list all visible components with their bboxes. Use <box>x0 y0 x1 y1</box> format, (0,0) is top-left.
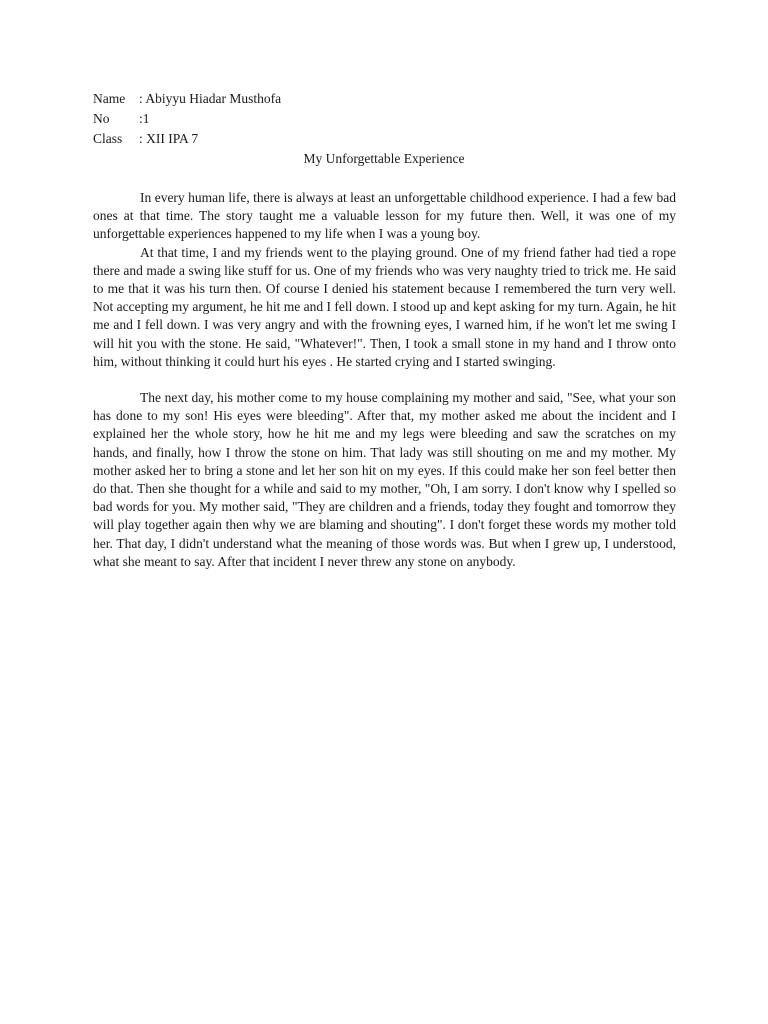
name-row <box>93 89 693 109</box>
class-row <box>93 129 693 149</box>
name-value: : Abiyyu Hiadar Musthofa <box>139 91 282 106</box>
student-info <box>93 89 693 149</box>
paragraph-2: At that time, I and my friends went to the playing ground. One of my friend father had tied a rope there and made a swing like stuff for us. One of my friends who was very naughty tried to trick me. He said to me that it was his turn then. Of course I denied his statement because I remembered the turn very well. Not accepting my argument, he hit me and I fell down. I stood up and kept asking for my turn. Again, he hit me and I fell down. I was very angry and with the frowning eyes, I warned him, if he won't let me swing I will hit you with the stone. He said, "Whatever!". Then, I took a small stone in my hand and I throw onto him, without thinking it could hurt his eyes . He started crying and I started swinging. <box>93 244 676 369</box>
class-value: : XII IPA 7 <box>139 131 199 146</box>
number-row <box>93 109 693 129</box>
essay-title: My Unforgettable Experience <box>303 151 465 166</box>
name-label: Name <box>93 91 126 106</box>
class-label: Class <box>93 131 123 146</box>
number-value: :1 <box>139 111 150 126</box>
number-label: No <box>93 111 110 126</box>
paragraph-3: The next day, his mother come to my house complaining my mother and said, "See, what your son has done to my son! His eyes were bleeding". After that, my mother asked me about the incident and I explained her the whole story, how he hit me and my legs were bleeding and saw the scratches on my hands, and finally, how I throw the stone on him. That lady was still shouting on me and my mother. My mother asked her to bring a stone and let her son hit on my eyes. If this could make her son feel better then do that. Then she thought for a while and said to my mother, "Oh, I am sorry. I don't know why I spelled so bad words for you. My mother said, "They are children and a friends, today they fought and tomorrow they will play together again then why we are blaming and shouting". I don't forget these words my mother told her. That day, I didn't understand what the meaning of those words was. But when I grew up, I understood, what she meant to say. After that incident I never threw any stone on anybody. <box>93 390 676 569</box>
paragraph-1: In every human life, there is always at least an unforgettable childhood experience. I had a few bad ones at that time. The story taught me a valuable lesson for my future then. Well, it was one of my unforgettable experiences happened to my life when I was a young boy. <box>93 190 676 242</box>
essay-body <box>93 189 676 571</box>
